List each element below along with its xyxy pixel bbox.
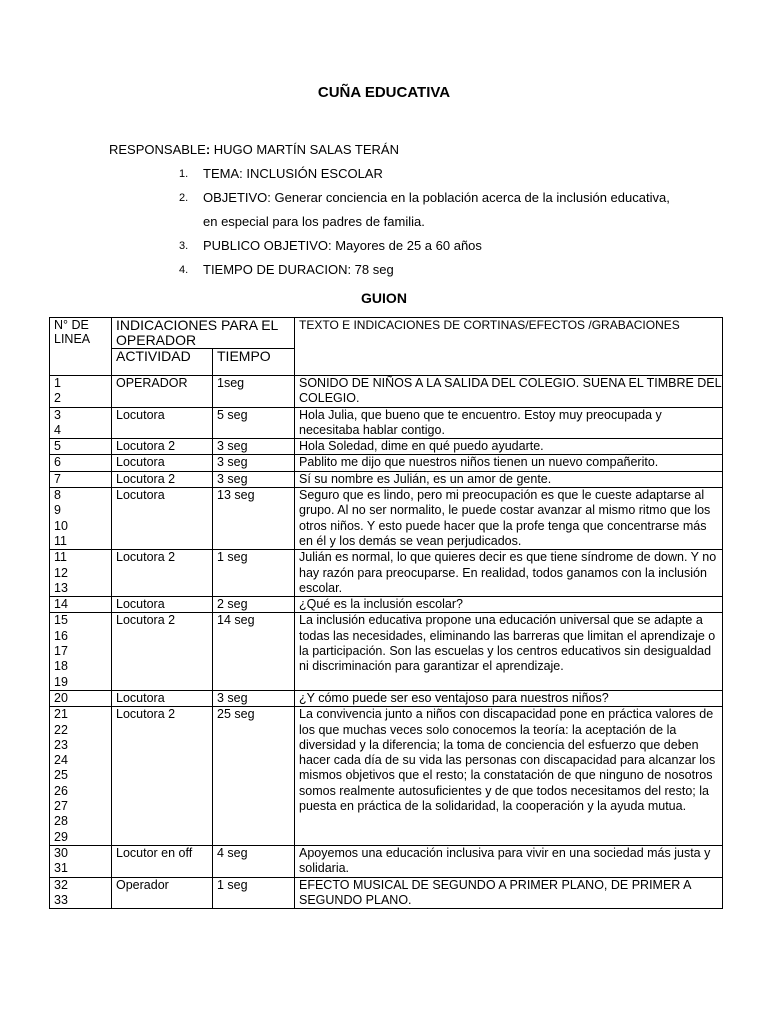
- meta-item-number: 4.: [179, 264, 189, 276]
- meta-item-number: 3.: [179, 240, 189, 252]
- script-text-cell: Hola Soledad, dime en qué puedo ayudarte.: [295, 439, 723, 455]
- time-cell: 5 seg: [213, 407, 295, 439]
- activity-cell: Locutora 2: [112, 613, 213, 690]
- activity-cell: Locutora: [112, 407, 213, 439]
- line-numbers-cell: 1 2: [50, 376, 112, 408]
- line-numbers-cell: 8 9 10 11: [50, 488, 112, 550]
- time-cell: 3 seg: [213, 455, 295, 471]
- activity-cell: OPERADOR: [112, 376, 213, 408]
- line-numbers-cell: 30 31: [50, 845, 112, 877]
- activity-cell: Locutora: [112, 455, 213, 471]
- time-cell: 1 seg: [213, 877, 295, 909]
- time-cell: 3 seg: [213, 471, 295, 487]
- activity-cell: Locutor en off: [112, 845, 213, 877]
- line-numbers-cell: 20: [50, 690, 112, 706]
- line-numbers-cell: 11 12 13: [50, 550, 112, 597]
- activity-cell: Locutora 2: [112, 707, 213, 846]
- meta-item-number: 2.: [179, 192, 189, 204]
- table-row: [50, 845, 723, 877]
- meta-item-audience: [179, 234, 679, 258]
- table-row: [50, 690, 723, 706]
- time-cell: 14 seg: [213, 613, 295, 690]
- time-cell: 3 seg: [213, 690, 295, 706]
- meta-item-text: TIEMPO DE DURACION: 78 seg: [203, 262, 394, 277]
- script-text-cell: La convivencia junto a niños con discapacidad pone en práctica valores de los que muchas veces solo conocemos la teoría: la aceptación de la diversidad y la diferencia; la toma de conciencia del esfuerzo que deben hacer cada día de su vida las personas con discapacidad para alcanzar los mismos objetivos que el resto; la constatación de que ninguno de nosotros somos realmente autosuficientes y de que todos necesitamos del resto; la puesta en práctica de la solidaridad, la cooperación y la ayuda mutua.: [295, 707, 723, 846]
- line-numbers-cell: 15 16 17 18 19: [50, 613, 112, 690]
- time-cell: 2 seg: [213, 597, 295, 613]
- line-numbers-cell: 21 22 23 24 25 26 27 28 29: [50, 707, 112, 846]
- script-heading: GUION: [361, 290, 407, 306]
- table-row: [50, 550, 723, 597]
- time-cell: 25 seg: [213, 707, 295, 846]
- script-text-cell: ¿Y cómo puede ser eso ventajoso para nuestros niños?: [295, 690, 723, 706]
- activity-cell: Locutora: [112, 690, 213, 706]
- table-row: [50, 439, 723, 455]
- responsible-name: HUGO MARTÍN SALAS TERÁN: [210, 142, 399, 157]
- activity-cell: Locutora 2: [112, 439, 213, 455]
- time-cell: 1seg: [213, 376, 295, 408]
- meta-item-topic: [179, 162, 679, 186]
- header-operator-indications: INDICACIONES PARA EL OPERADOR: [112, 318, 295, 349]
- script-text-cell: Apoyemos una educación inclusiva para vivir en una sociedad más justa y solidaria.: [295, 845, 723, 877]
- line-numbers-cell: 7: [50, 471, 112, 487]
- activity-cell: Locutora 2: [112, 550, 213, 597]
- meta-list: [179, 162, 679, 282]
- table-row: [50, 455, 723, 471]
- header-script-text: TEXTO E INDICACIONES DE CORTINAS/EFECTOS /GRABACIONES: [295, 318, 723, 376]
- table-row: [50, 877, 723, 909]
- table-row: [50, 707, 723, 846]
- activity-cell: Locutora 2: [112, 471, 213, 487]
- table-row: [50, 376, 723, 408]
- table-row: [50, 488, 723, 550]
- time-cell: 13 seg: [213, 488, 295, 550]
- header-activity: ACTIVIDAD: [112, 349, 213, 376]
- line-numbers-cell: 6: [50, 455, 112, 471]
- time-cell: 1 seg: [213, 550, 295, 597]
- line-numbers-cell: 32 33: [50, 877, 112, 909]
- script-text-cell: Julián es normal, lo que quieres decir es que tiene síndrome de down. Y no hay razón para preocuparse. En realidad, todos ganamos con la inclusión escolar.: [295, 550, 723, 597]
- meta-item-number: 1.: [179, 168, 189, 180]
- header-line-number: N° DE LINEA: [50, 318, 112, 376]
- script-table: [49, 317, 723, 909]
- table-row: [50, 613, 723, 690]
- script-text-cell: Seguro que es lindo, pero mi preocupación es que le cueste adaptarse al grupo. Al no ser normalito, le puede costar avanzar al mismo ritmo que los otros niños. Y esto puede hacer que la profe tenga que concentrarse más en él y los demás se vean perjudicados.: [295, 488, 723, 550]
- script-text-cell: Sí su nombre es Julián, es un amor de gente.: [295, 471, 723, 487]
- line-numbers-cell: 5: [50, 439, 112, 455]
- script-table-body: [50, 376, 723, 909]
- time-cell: 3 seg: [213, 439, 295, 455]
- meta-item-text: TEMA: INCLUSIÓN ESCOLAR: [203, 166, 383, 181]
- meta-item-objective: [179, 186, 679, 234]
- script-text-cell: Pablito me dijo que nuestros niños tienen un nuevo compañerito.: [295, 455, 723, 471]
- script-text-cell: La inclusión educativa propone una educación universal que se adapte a todas las necesidades, eliminando las barreras que limitan el aprendizaje o la participación. Son las escuelas y los centros educativos sin desigualdad ni discriminación para garantizar el aprendizaje.: [295, 613, 723, 690]
- line-numbers-cell: 3 4: [50, 407, 112, 439]
- meta-item-text: OBJETIVO: Generar conciencia en la población acerca de la inclusión educativa, en especial para los padres de familia.: [203, 190, 670, 229]
- table-row: [50, 471, 723, 487]
- time-cell: 4 seg: [213, 845, 295, 877]
- table-row: [50, 407, 723, 439]
- document-title: CUÑA EDUCATIVA: [317, 84, 451, 101]
- script-text-cell: EFECTO MUSICAL DE SEGUNDO A PRIMER PLANO, DE PRIMER A SEGUNDO PLANO.: [295, 877, 723, 909]
- activity-cell: Locutora: [112, 597, 213, 613]
- activity-cell: Operador: [112, 877, 213, 909]
- table-row: [50, 597, 723, 613]
- meta-item-text: PUBLICO OBJETIVO: Mayores de 25 a 60 años: [203, 238, 482, 253]
- script-text-cell: ¿Qué es la inclusión escolar?: [295, 597, 723, 613]
- responsible-colon: :: [205, 142, 211, 157]
- header-time: TIEMPO: [213, 349, 295, 376]
- responsible-label: RESPONSABLE: [109, 142, 206, 157]
- meta-item-duration: [179, 258, 679, 282]
- script-text-cell: SONIDO DE NIÑOS A LA SALIDA DEL COLEGIO. SUENA EL TIMBRE DEL COLEGIO.: [295, 376, 723, 408]
- activity-cell: Locutora: [112, 488, 213, 550]
- line-numbers-cell: 14: [50, 597, 112, 613]
- responsible-line: [109, 142, 399, 157]
- script-text-cell: Hola Julia, que bueno que te encuentro. Estoy muy preocupada y necesitaba hablar contigo.: [295, 407, 723, 439]
